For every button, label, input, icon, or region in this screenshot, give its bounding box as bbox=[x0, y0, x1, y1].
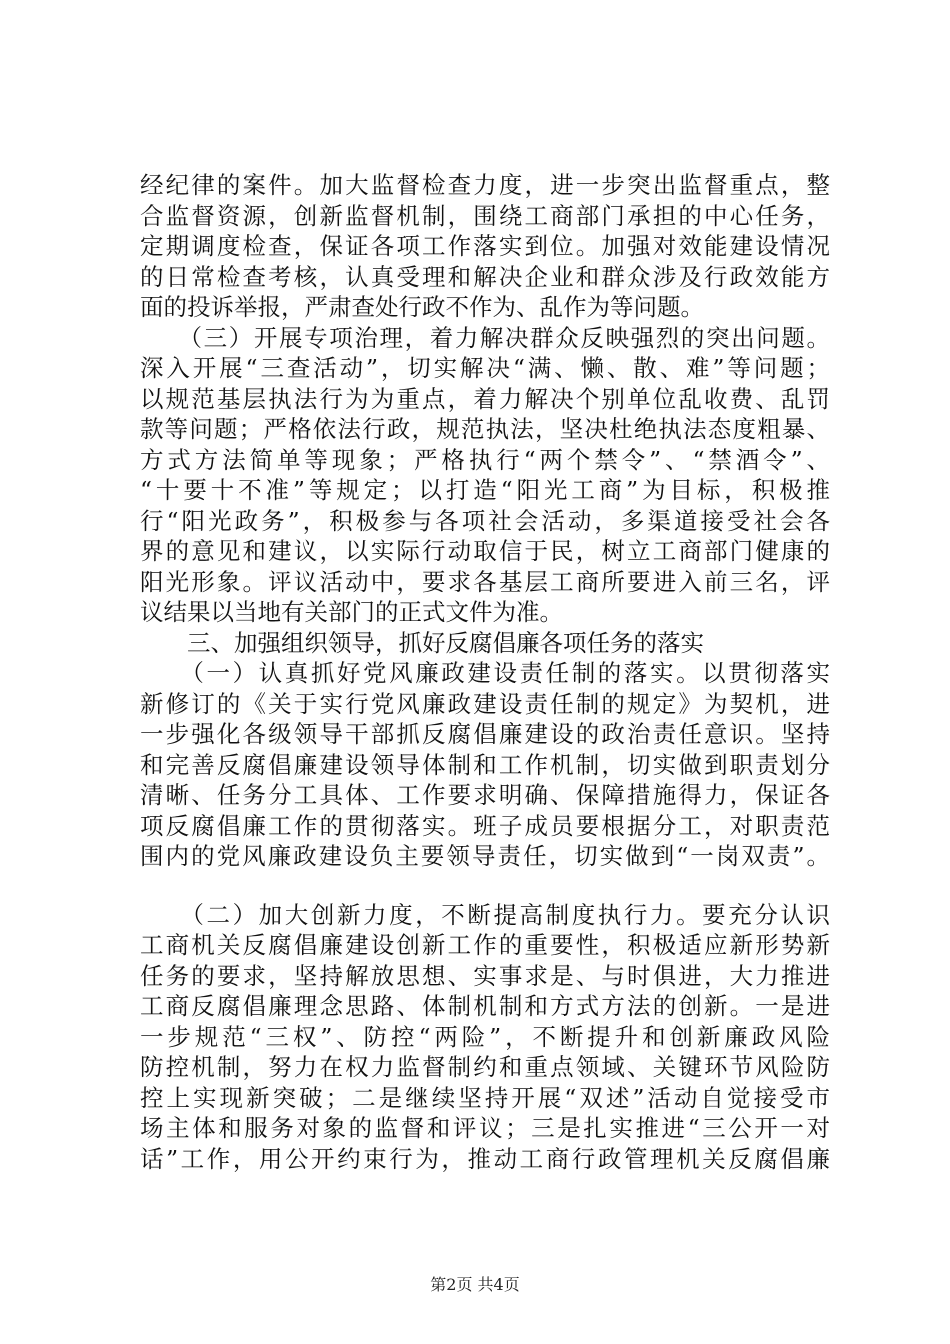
text-line: 以规范基层执法行为为重点，着力解决个别单位乱收费、乱罚 bbox=[140, 384, 830, 413]
text-line: 阳光形象。评议活动中，要求各基层工商所要进入前三名，评 bbox=[140, 567, 830, 596]
text-line: 经纪律的案件。加大监督检查力度，进一步突出监督重点，整 bbox=[140, 171, 830, 199]
text-line: 工商反腐倡廉理念思路、体制机制和方式方法的创新。一是进 bbox=[140, 992, 830, 1020]
page-footer: 第2页 共4页 bbox=[430, 1275, 520, 1294]
text-line: 的日常检查考核，认真受理和解决企业和群众涉及行政效能方 bbox=[140, 262, 830, 291]
text-line: 面的投诉举报，严肃查处行政不作为、乱作为等问题。 bbox=[140, 293, 704, 321]
text-line: 合监督资源，创新监督机制，围绕工商部门承担的中心任务， bbox=[140, 201, 830, 230]
section-heading: 三、加强组织领导，抓好反腐倡廉各项任务的落实 bbox=[140, 628, 704, 657]
text-line: 款等问题；严格依法行政，规范执法，坚决杜绝执法态度粗暴、 bbox=[140, 415, 830, 443]
text-line: 控上实现新突破；二是继续坚持开展“双述”活动自觉接受市 bbox=[140, 1083, 830, 1112]
text-line: 任务的要求，坚持解放思想、实事求是、与时俱进，大力推进 bbox=[140, 961, 830, 990]
paragraph-gap bbox=[140, 872, 830, 900]
text-line: 深入开展“三查活动”，切实解决“满、懒、散、难”等问题； bbox=[140, 354, 830, 382]
text-line: 项反腐倡廉工作的贯彻落实。班子成员要根据分工，对职责范 bbox=[140, 811, 830, 840]
text-line: 工商机关反腐倡廉建设创新工作的重要性，积极适应新形势新 bbox=[140, 931, 830, 959]
text-line: 新修订的《关于实行党风廉政建设责任制的规定》为契机，进 bbox=[140, 689, 830, 718]
text-line: 方式方法简单等现象；严格执行“两个禁令”、“禁酒令”、 bbox=[140, 445, 830, 474]
body-text bbox=[140, 170, 830, 1174]
text-line: 场主体和服务对象的监督和评议；三是扎实推进“三公开一对 bbox=[140, 1114, 830, 1142]
text-line: 防控机制，努力在权力监督制约和重点领域、关键环节风险防 bbox=[140, 1053, 830, 1081]
text-line: “十要十不准”等规定；以打造“阳光工商”为目标，积极推 bbox=[140, 476, 830, 504]
text-line: （二）加大创新力度，不断提高制度执行力。要充分认识 bbox=[140, 900, 830, 929]
text-line: 一步规范“三权”、防控“两险”，不断提升和创新廉政风险 bbox=[140, 1022, 830, 1051]
text-line: 和完善反腐倡廉建设领导体制和工作机制，切实做到职责划分 bbox=[140, 750, 830, 779]
text-line: （一）认真抓好党风廉政建设责任制的落实。以贯彻落实 bbox=[140, 659, 830, 687]
text-line: 围内的党风廉政建设负主要领导责任，切实做到“一岗双责”。 bbox=[140, 842, 830, 870]
text-line: 界的意见和建议，以实际行动取信于民，树立工商部门健康的 bbox=[140, 537, 830, 565]
text-line: 行“阳光政务”，积极参与各项社会活动，多渠道接受社会各 bbox=[140, 506, 830, 535]
text-line: 议结果以当地有关部门的正式文件为准。 bbox=[140, 598, 563, 626]
text-line: 一步强化各级领导干部抓反腐倡廉建设的政治责任意识。坚持 bbox=[140, 720, 830, 748]
text-line: 话”工作，用公开约束行为，推动工商行政管理机关反腐倡廉 bbox=[140, 1144, 830, 1173]
text-line: 清晰、任务分工具体、工作要求明确、保障措施得力，保证各 bbox=[140, 781, 830, 809]
text-line: （三）开展专项治理，着力解决群众反映强烈的突出问题。 bbox=[140, 323, 830, 352]
text-line: 定期调度检查，保证各项工作落实到位。加强对效能建设情况 bbox=[140, 232, 830, 260]
